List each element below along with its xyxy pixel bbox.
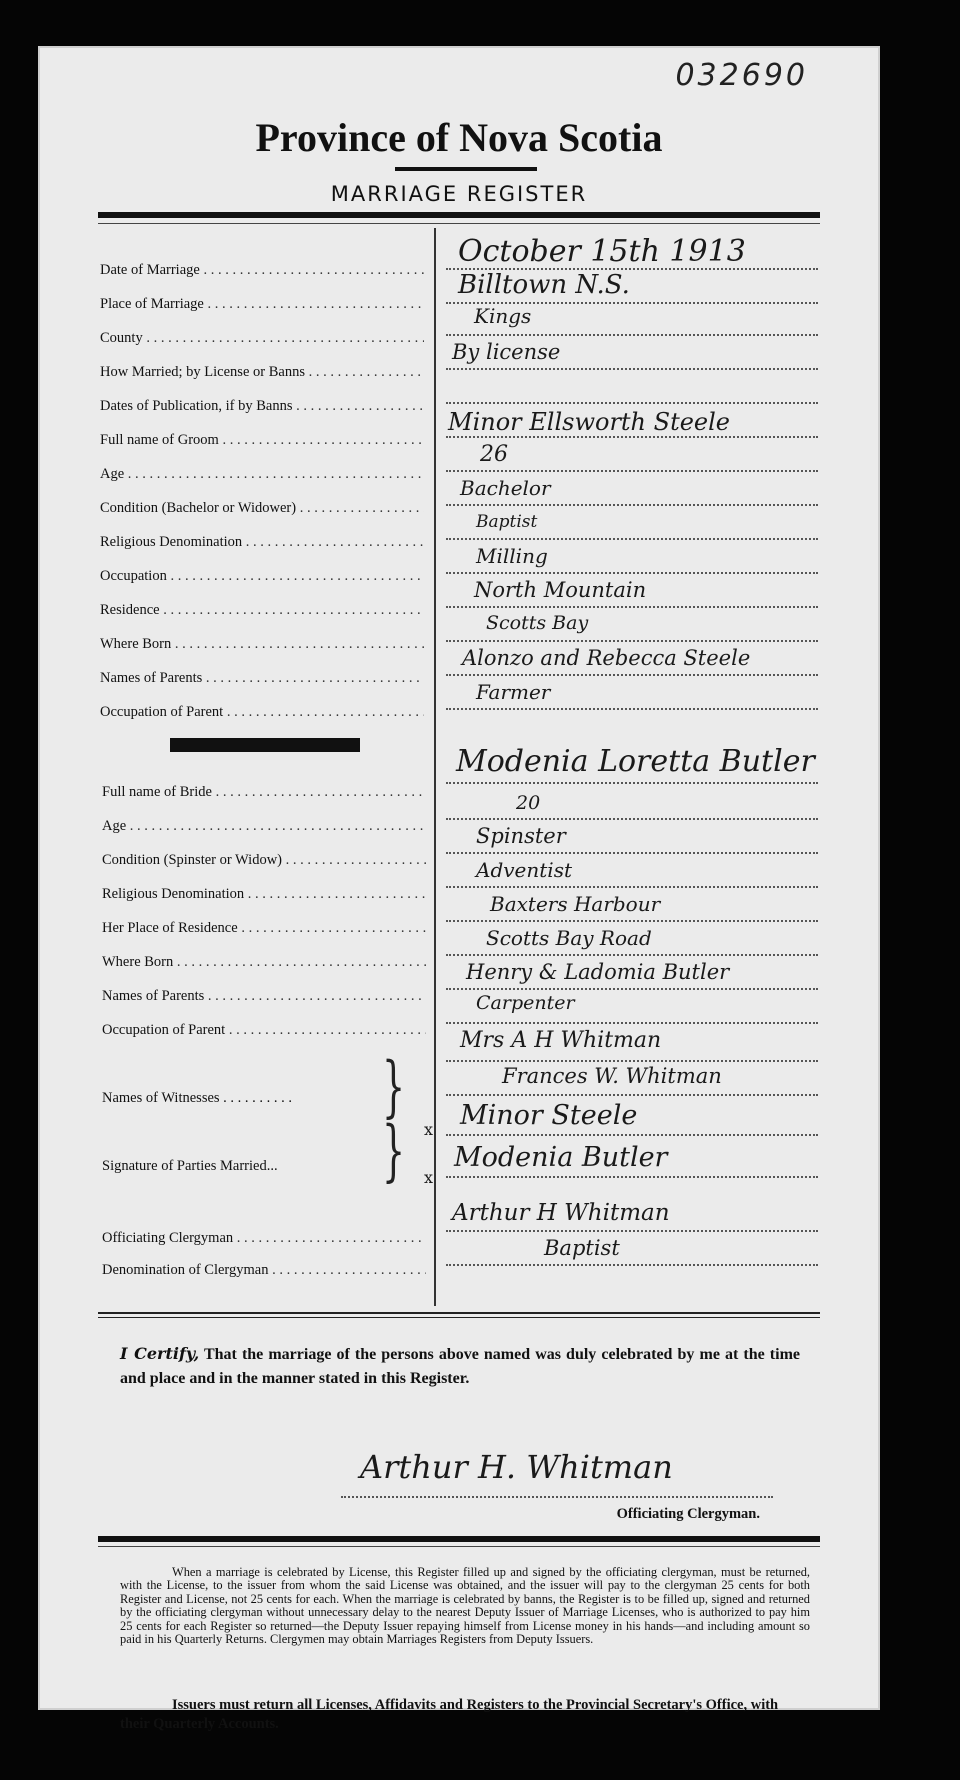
party-mark-1: x	[424, 1120, 434, 1139]
value-bride-where-born: Scotts Bay Road	[486, 926, 652, 950]
field-full-name-of-bride	[446, 744, 818, 784]
value-party-1: Minor Steele	[460, 1100, 638, 1131]
field-groom-parent-occupation	[446, 678, 818, 710]
form-subtitle: MARRIAGE REGISTER	[330, 182, 588, 206]
footer-rule-thin	[98, 1546, 820, 1547]
page-title: Province of Nova Scotia	[255, 115, 663, 160]
label-parties: Signature of Parties Married...	[102, 1158, 278, 1174]
bride-section-bar	[170, 738, 360, 752]
field-bride-religion	[446, 856, 818, 888]
header-rule-thin	[98, 223, 820, 224]
value-county: Kings	[474, 304, 532, 328]
field-groom-occupation	[446, 542, 818, 574]
value-witness-1: Mrs A H Whitman	[460, 1028, 662, 1053]
field-party-1	[446, 1100, 818, 1136]
label-witnesses-dots: . . . . . . . . . .	[223, 1090, 293, 1106]
field-bride-age	[446, 788, 818, 820]
serial-number: 032690	[675, 58, 808, 93]
label-groom-residence: Residence . . .	[100, 602, 424, 619]
label-bride-residence: Her Place of Residence . . .	[102, 920, 426, 937]
label-clergy-denomination: Denomination of Clergyman . . .	[102, 1262, 426, 1279]
label-place-of-marriage: Place of Marriage . . .	[100, 296, 424, 313]
value-full-name-of-groom: Minor Ellsworth Steele	[448, 408, 731, 436]
label-groom-parent-occupation: Occupation of Parent . . .	[100, 704, 424, 721]
field-groom-where-born	[446, 610, 818, 642]
label-full-name-of-bride: Full name of Bride . . .	[102, 784, 426, 801]
value-bride-age: 20	[516, 792, 541, 814]
field-full-name-of-groom	[446, 406, 818, 438]
party-mark-2: x	[424, 1168, 434, 1187]
value-party-2: Modenia Butler	[454, 1142, 668, 1173]
label-bride-religion: Religious Denomination . . .	[102, 886, 426, 903]
certification-text	[120, 1342, 800, 1391]
label-groom-age: Age . . .	[100, 466, 424, 483]
value-groom-religion: Baptist	[476, 512, 538, 532]
issuer-notice: Issuers must return all Licenses, Affidavits and Registers to the Provincial Secretary's Office, with their Quarterly Accounts.	[120, 1697, 779, 1732]
certify-rule	[98, 1312, 820, 1314]
label-county: County . . .	[100, 330, 424, 347]
instructions-text: When a marriage is celebrated by License, this Register filled up and signed by the officiating clergyman, must be returned, with the License, to the issuer from whom the said License was obtained, and the issuer will pay to the clergyman 25 cents for both Register and License, not 25 cents for each. When the marriage is celebrated by banns, the Register is to be filled up, signed and returned by the officiating clergyman without unnecessary delay to the nearest Deputy Issuer of Marriage Licenses, who is authorized to pay him 25 cents for each Register so returned—the Deputy Issuer repaying himself from License money in his hands—and including amount so paid in his Quarterly Returns. Clergymen may obtain Marriages Registers from Deputy Issuers.	[120, 1565, 810, 1647]
field-bride-parent-occupation	[446, 992, 818, 1024]
certify-body: That the marriage of the persons above named was duly celebrated by me at the time and place and in the manner stated in this Register.	[120, 1346, 801, 1387]
value-bride-condition: Spinster	[476, 824, 566, 848]
field-bride-residence	[446, 890, 818, 922]
field-date-of-marriage	[446, 234, 818, 270]
value-officiating-clergyman: Arthur H Whitman	[452, 1200, 670, 1226]
field-officiating-clergyman	[446, 1200, 818, 1232]
field-witness-1	[446, 1030, 818, 1062]
field-bride-parents	[446, 958, 818, 990]
label-dates-of-publication: Dates of Publication, if by Banns . . .	[100, 398, 424, 415]
label-bride-parent-occupation: Occupation of Parent . . .	[102, 1022, 426, 1039]
value-groom-parents: Alonzo and Rebecca Steele	[462, 646, 751, 670]
field-witness-2	[446, 1064, 818, 1096]
label-bride-age: Age . . .	[102, 818, 426, 835]
field-party-2	[446, 1142, 818, 1178]
value-groom-parent-occupation: Farmer	[476, 680, 551, 704]
value-how-married: By license	[452, 340, 561, 364]
parties-brace: }	[382, 1112, 406, 1189]
certify-lead: I Certify,	[120, 1344, 200, 1363]
label-groom-where-born: Where Born . . .	[100, 636, 424, 653]
value-witness-2: Frances W. Whitman	[502, 1064, 722, 1088]
field-groom-condition	[446, 474, 818, 506]
value-groom-where-born: Scotts Bay	[486, 612, 589, 634]
field-county	[446, 304, 818, 336]
field-how-married	[446, 338, 818, 370]
label-groom-religion: Religious Denomination . . .	[100, 534, 424, 551]
title-divider	[395, 167, 537, 171]
field-clergy-denomination	[446, 1234, 818, 1266]
value-bride-parents: Henry & Ladomia Butler	[466, 960, 730, 984]
field-groom-age	[446, 440, 818, 472]
field-groom-parents	[446, 644, 818, 676]
value-full-name-of-bride: Modenia Loretta Butler	[456, 744, 815, 779]
label-bride-condition: Condition (Spinster or Widow) . . .	[102, 852, 426, 869]
label-full-name-of-groom: Full name of Groom . . .	[100, 432, 424, 449]
label-officiating-clergyman: Officiating Clergyman . . .	[102, 1230, 426, 1247]
value-groom-residence: North Mountain	[474, 578, 647, 602]
field-groom-residence	[446, 576, 818, 608]
label-witnesses-text: Names of Witnesses	[102, 1090, 220, 1106]
value-bride-residence: Baxters Harbour	[490, 892, 661, 916]
label-how-married: How Married; by License or Banns . . .	[100, 364, 424, 381]
value-groom-age: 26	[480, 442, 508, 467]
label-groom-condition: Condition (Bachelor or Widower) . . .	[100, 500, 424, 517]
label-witnesses	[102, 1090, 426, 1107]
value-clergy-denomination: Baptist	[544, 1236, 620, 1260]
signature-caption: Officiating Clergyman.	[616, 1506, 760, 1522]
value-groom-occupation: Milling	[476, 544, 548, 568]
value-bride-parent-occupation: Carpenter	[476, 992, 575, 1014]
register-form	[38, 46, 880, 1732]
label-date-of-marriage: Date of Marriage . . .	[100, 262, 424, 279]
value-place-of-marriage: Billtown N.S.	[458, 270, 630, 300]
signature-line	[341, 1496, 773, 1498]
value-groom-condition: Bachelor	[460, 476, 551, 500]
header-rule	[98, 212, 820, 218]
witnesses-brace: }	[382, 1048, 406, 1125]
field-place-of-marriage	[446, 272, 818, 304]
label-bride-where-born: Where Born . . .	[102, 954, 426, 971]
field-bride-condition	[446, 822, 818, 854]
column-divider	[434, 228, 436, 1306]
value-bride-religion: Adventist	[476, 858, 572, 882]
label-groom-parents: Names of Parents . . .	[100, 670, 424, 687]
value-date-of-marriage: October 15th 1913	[458, 234, 746, 269]
clergyman-signature: Arthur H. Whitman	[360, 1448, 673, 1486]
field-groom-religion	[446, 508, 818, 540]
label-bride-parents: Names of Parents . . .	[102, 988, 426, 1005]
certify-rule-thin	[98, 1317, 820, 1318]
field-dates-of-publication	[446, 372, 818, 404]
footer-rule	[98, 1536, 820, 1542]
field-bride-where-born	[446, 924, 818, 956]
label-groom-occupation: Occupation . . .	[100, 568, 424, 585]
